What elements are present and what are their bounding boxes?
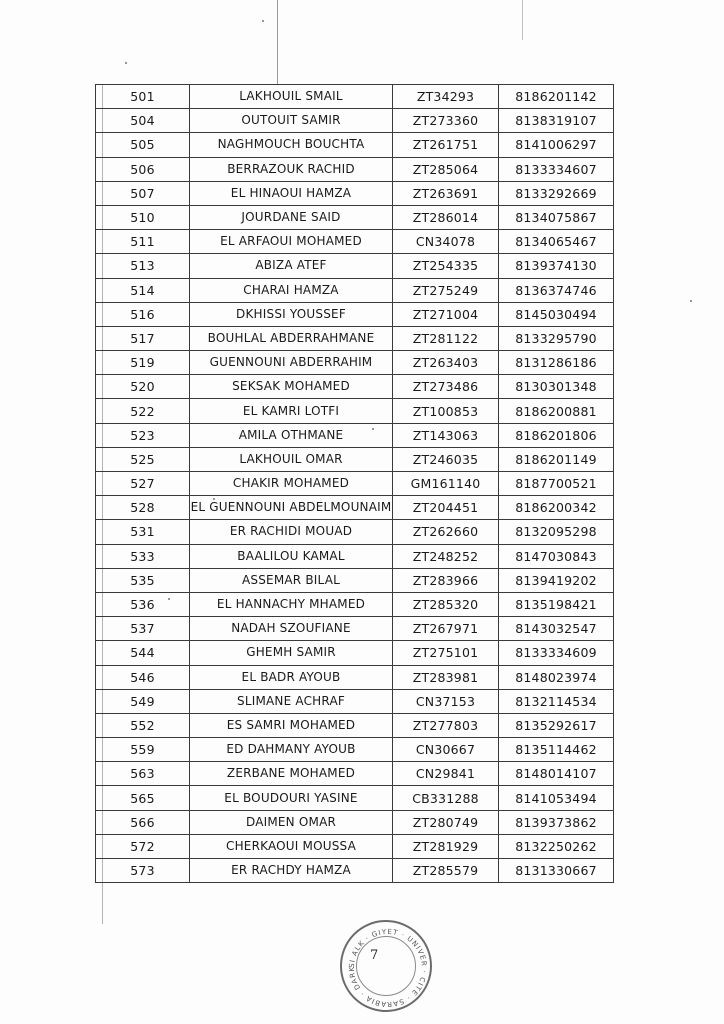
table-row [96, 786, 614, 810]
table-row [96, 278, 614, 302]
row-number-cell: 552 [96, 713, 190, 737]
table-row [96, 496, 614, 520]
student-name-cell: CHARAI HAMZA [190, 278, 393, 302]
row-number-cell: 507 [96, 181, 190, 205]
row-number-cell: 519 [96, 351, 190, 375]
code-cell: 8133295790 [499, 326, 614, 350]
row-number-cell: 572 [96, 834, 190, 858]
row-number-cell: 527 [96, 472, 190, 496]
code-cell: 8139419202 [499, 568, 614, 592]
student-name-cell: EL HINAOUI HAMZA [190, 181, 393, 205]
row-number-cell: 505 [96, 133, 190, 157]
id-card-cell: ZT281122 [393, 326, 499, 350]
row-number-cell: 506 [96, 157, 190, 181]
student-name-cell: SLIMANE ACHRAF [190, 689, 393, 713]
table-row [96, 738, 614, 762]
code-cell: 8139373862 [499, 810, 614, 834]
id-card-cell: ZT261751 [393, 133, 499, 157]
code-cell: 8134065467 [499, 230, 614, 254]
student-name-cell: EL BOUDOURI YASINE [190, 786, 393, 810]
roster-table-body [96, 85, 614, 883]
student-name-cell: SEKSAK MOHAMED [190, 375, 393, 399]
code-cell: 8186201142 [499, 85, 614, 109]
table-row [96, 617, 614, 641]
table-row [96, 85, 614, 109]
table-row [96, 689, 614, 713]
id-card-cell: ZT283966 [393, 568, 499, 592]
student-name-cell: LAKHOUIL SMAIL [190, 85, 393, 109]
code-cell: 8132114534 [499, 689, 614, 713]
id-card-cell: ZT285579 [393, 859, 499, 883]
id-card-cell: ZT285064 [393, 157, 499, 181]
id-card-cell: ZT263691 [393, 181, 499, 205]
row-number-cell: 501 [96, 85, 190, 109]
row-number-cell: 525 [96, 447, 190, 471]
row-number-cell: 563 [96, 762, 190, 786]
student-name-cell: JOURDANE SAID [190, 205, 393, 229]
student-name-cell: BERRAZOUK RACHID [190, 157, 393, 181]
id-card-cell: ZT100853 [393, 399, 499, 423]
scan-speck [125, 62, 127, 64]
row-number-cell: 516 [96, 302, 190, 326]
row-number-cell: 559 [96, 738, 190, 762]
code-cell: 8147030843 [499, 544, 614, 568]
roster-table [95, 84, 614, 883]
table-row [96, 230, 614, 254]
stamp-lettering: SI ALK · GIYET · UNIVER · CITE · SARABIA · DARK [347, 927, 429, 1009]
table-row [96, 205, 614, 229]
row-number-cell: 531 [96, 520, 190, 544]
code-cell: 8133334607 [499, 157, 614, 181]
table-row [96, 641, 614, 665]
student-name-cell: ES SAMRI MOHAMED [190, 713, 393, 737]
table-row [96, 762, 614, 786]
row-number-cell: 544 [96, 641, 190, 665]
row-number-cell: 573 [96, 859, 190, 883]
id-card-cell: ZT277803 [393, 713, 499, 737]
student-name-cell: EL ARFAOUI MOHAMED [190, 230, 393, 254]
row-number-cell: 513 [96, 254, 190, 278]
student-name-cell: CHERKAOUI MOUSSA [190, 834, 393, 858]
scan-crease-line [522, 0, 523, 40]
id-card-cell: ZT34293 [393, 85, 499, 109]
student-name-cell: BAALILOU KAMAL [190, 544, 393, 568]
id-card-cell: CN34078 [393, 230, 499, 254]
table-row [96, 399, 614, 423]
row-number-cell: 528 [96, 496, 190, 520]
row-number-cell: 565 [96, 786, 190, 810]
table-row [96, 834, 614, 858]
id-card-cell: ZT246035 [393, 447, 499, 471]
student-name-cell: LAKHOUIL OMAR [190, 447, 393, 471]
table-row [96, 713, 614, 737]
id-card-cell: ZT285320 [393, 592, 499, 616]
student-name-cell: NADAH SZOUFIANE [190, 617, 393, 641]
code-cell: 8186200881 [499, 399, 614, 423]
table-row [96, 109, 614, 133]
code-cell: 8139374130 [499, 254, 614, 278]
scan-speck [690, 300, 692, 302]
id-card-cell: ZT263403 [393, 351, 499, 375]
id-card-cell: ZT204451 [393, 496, 499, 520]
table-row [96, 520, 614, 544]
student-name-cell: NAGHMOUCH BOUCHTA [190, 133, 393, 157]
row-number-cell: 549 [96, 689, 190, 713]
table-row [96, 326, 614, 350]
table-row [96, 181, 614, 205]
table-row [96, 592, 614, 616]
code-cell: 8136374746 [499, 278, 614, 302]
code-cell: 8187700521 [499, 472, 614, 496]
code-cell: 8132250262 [499, 834, 614, 858]
student-name-cell: EL GUENNOUNI ABDELMOUNAIM [190, 496, 393, 520]
code-cell: 8132095298 [499, 520, 614, 544]
code-cell: 8133292669 [499, 181, 614, 205]
id-card-cell: GM161140 [393, 472, 499, 496]
student-name-cell: EL BADR AYOUB [190, 665, 393, 689]
code-cell: 8186200342 [499, 496, 614, 520]
id-card-cell: ZT254335 [393, 254, 499, 278]
row-number-cell: 546 [96, 665, 190, 689]
id-card-cell: ZT273360 [393, 109, 499, 133]
row-number-cell: 566 [96, 810, 190, 834]
id-card-cell: ZT273486 [393, 375, 499, 399]
code-cell: 8141053494 [499, 786, 614, 810]
id-card-cell: ZT262660 [393, 520, 499, 544]
student-name-cell: AMILA OTHMANE [190, 423, 393, 447]
table-row [96, 665, 614, 689]
id-card-cell: ZT267971 [393, 617, 499, 641]
table-row [96, 351, 614, 375]
row-number-cell: 537 [96, 617, 190, 641]
table-row [96, 859, 614, 883]
code-cell: 8148023974 [499, 665, 614, 689]
student-name-cell: GUENNOUNI ABDERRAHIM [190, 351, 393, 375]
stamp-inner-ring [356, 936, 416, 996]
code-cell: 8134075867 [499, 205, 614, 229]
code-cell: 8186201149 [499, 447, 614, 471]
code-cell: 8148014107 [499, 762, 614, 786]
row-number-cell: 522 [96, 399, 190, 423]
table-row [96, 157, 614, 181]
table-row [96, 254, 614, 278]
table-row [96, 810, 614, 834]
row-number-cell: 517 [96, 326, 190, 350]
table-row [96, 375, 614, 399]
id-card-cell: ZT281929 [393, 834, 499, 858]
student-name-cell: DAIMEN OMAR [190, 810, 393, 834]
code-cell: 8135292617 [499, 713, 614, 737]
table-row [96, 423, 614, 447]
code-cell: 8135198421 [499, 592, 614, 616]
table-row [96, 133, 614, 157]
code-cell: 8131330667 [499, 859, 614, 883]
code-cell: 8145030494 [499, 302, 614, 326]
page-number: 7 [370, 948, 379, 963]
row-number-cell: 533 [96, 544, 190, 568]
student-name-cell: EL KAMRI LOTFI [190, 399, 393, 423]
code-cell: 8143032547 [499, 617, 614, 641]
row-number-cell: 523 [96, 423, 190, 447]
scan-speck [262, 20, 264, 22]
table-row [96, 472, 614, 496]
student-name-cell: EL HANNACHY MHAMED [190, 592, 393, 616]
student-name-cell: DKHISSI YOUSSEF [190, 302, 393, 326]
id-card-cell: ZT283981 [393, 665, 499, 689]
table-row [96, 447, 614, 471]
id-card-cell: CN29841 [393, 762, 499, 786]
code-cell: 8130301348 [499, 375, 614, 399]
row-number-cell: 504 [96, 109, 190, 133]
student-name-cell: ER RACHDY HAMZA [190, 859, 393, 883]
student-name-cell: BOUHLAL ABDERRAHMANE [190, 326, 393, 350]
id-card-cell: ZT248252 [393, 544, 499, 568]
id-card-cell: ZT275249 [393, 278, 499, 302]
id-card-cell: CN30667 [393, 738, 499, 762]
id-card-cell: ZT280749 [393, 810, 499, 834]
code-cell: 8135114462 [499, 738, 614, 762]
id-card-cell: ZT275101 [393, 641, 499, 665]
official-stamp [340, 920, 432, 1012]
table-row [96, 568, 614, 592]
row-number-cell: 520 [96, 375, 190, 399]
row-number-cell: 510 [96, 205, 190, 229]
code-cell: 8133334609 [499, 641, 614, 665]
id-card-cell: ZT271004 [393, 302, 499, 326]
code-cell: 8131286186 [499, 351, 614, 375]
id-card-cell: ZT286014 [393, 205, 499, 229]
row-number-cell: 511 [96, 230, 190, 254]
id-card-cell: ZT143063 [393, 423, 499, 447]
row-number-cell: 535 [96, 568, 190, 592]
student-name-cell: ED DAHMANY AYOUB [190, 738, 393, 762]
row-number-cell: 536 [96, 592, 190, 616]
code-cell: 8141006297 [499, 133, 614, 157]
student-name-cell: ABIZA ATEF [190, 254, 393, 278]
student-name-cell: ASSEMAR BILAL [190, 568, 393, 592]
student-name-cell: GHEMH SAMIR [190, 641, 393, 665]
id-card-cell: CN37153 [393, 689, 499, 713]
code-cell: 8186201806 [499, 423, 614, 447]
student-name-cell: ZERBANE MOHAMED [190, 762, 393, 786]
student-name-cell: CHAKIR MOHAMED [190, 472, 393, 496]
table-row [96, 302, 614, 326]
code-cell: 8138319107 [499, 109, 614, 133]
student-name-cell: OUTOUIT SAMIR [190, 109, 393, 133]
row-number-cell: 514 [96, 278, 190, 302]
student-name-cell: ER RACHIDI MOUAD [190, 520, 393, 544]
scan-crease-line [277, 0, 278, 84]
table-row [96, 544, 614, 568]
id-card-cell: CB331288 [393, 786, 499, 810]
